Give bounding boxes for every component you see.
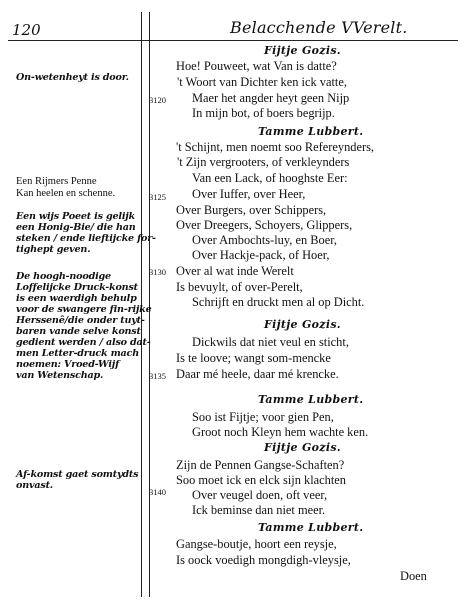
gloss-line: tighept geven. (16, 244, 91, 255)
running-title: Belacchende VVerelt. (230, 18, 408, 37)
gloss-line: De hoogh-noodige (16, 271, 111, 282)
verse-line: In mijn bot, of boers begrijp. (192, 106, 335, 120)
gloss-line: Een wijs Poeet is gelijk (16, 211, 135, 222)
gloss-line: Kan heelen en schenne. (16, 188, 116, 199)
verse-line: Over al wat inde Werelt (176, 264, 294, 278)
verse-line: Is bevuylt, of over-Perelt, (176, 280, 303, 294)
page-number: 120 (12, 21, 41, 39)
gloss-line: van Wetenschap. (16, 370, 104, 381)
gloss-line: voor de swangere fin-rijke (16, 304, 152, 315)
verse-line: 't Schijnt, men noemt soo Refereynders, (176, 140, 375, 154)
speaker-heading: Tamme Lubbert. (258, 521, 364, 534)
speaker-heading: Fijtje Gozis. (264, 441, 341, 454)
line-number: 3125 (149, 192, 166, 202)
gloss-line: steken / ende lieftijcke for- (16, 233, 156, 244)
line-number: 3130 (149, 267, 166, 277)
gloss-line: Herssenê/die onder tuyt- (16, 315, 145, 326)
speaker-heading: Fijtje Gozis. (264, 318, 341, 331)
verse-line: Over Iuffer, over Heer, (192, 187, 306, 201)
verse-line: Is oock voedigh mongdigh-vleysje, (176, 553, 351, 567)
speaker-heading: Fijtje Gozis. (264, 44, 341, 57)
gloss-line: baren vande selve konst (16, 326, 141, 337)
gloss-line: gedient werden / also dat- (16, 337, 151, 348)
verse-line: Over Ambochts-luy, en Boer, (192, 233, 337, 247)
margin-gloss (16, 176, 139, 200)
verse-line: Schrijft en druckt men al op Dicht. (192, 295, 365, 309)
catchword: Doen (400, 569, 427, 583)
verse-line: Over Hackje-pack, of Hoer, (192, 248, 330, 262)
gloss-line: On-wetenheyt is door. (16, 72, 129, 83)
gloss-line: noemen: Vroed-Wijf (16, 359, 120, 370)
margin-gloss (16, 469, 139, 491)
verse-line: Soo ist Fijtje; voor gien Pen, (192, 410, 334, 424)
verse-line: Over Burgers, over Schippers, (176, 203, 327, 217)
verse-line: Zijn de Pennen Gangse-Schaften? (176, 458, 345, 472)
verse-line: Over veugel doen, oft veer, (192, 488, 328, 502)
verse-line: Gangse-boutje, hoort een reysje, (176, 537, 337, 551)
verse-line: Soo moet ick en elck sijn klachten (176, 473, 346, 487)
verse-line: 't Woort van Dichter ken ick vatte, (177, 75, 347, 89)
gloss-line: men Letter-druck mach (16, 348, 139, 359)
verse-line: Is te loove; wangt som-mencke (176, 351, 331, 365)
speaker-heading: Tamme Lubbert. (258, 125, 364, 138)
line-number: 3135 (149, 371, 166, 381)
margin-gloss (16, 271, 152, 381)
header-rule (8, 40, 458, 41)
margin-gloss (16, 211, 156, 255)
gloss-line: Een Rijmers Penne (16, 176, 97, 187)
verse-line: Dickwils dat niet veul en sticht, (192, 335, 349, 349)
gloss-line: is een waerdigh behulp (16, 293, 137, 304)
gloss-line: onvast. (16, 480, 53, 491)
verse-line: Hoe! Pouweet, wat Van is datte? (176, 59, 337, 73)
gloss-line: Loffelijcke Druck-konst (16, 282, 138, 293)
gloss-line: een Honig-Bie/ die han (16, 222, 136, 233)
verse-line: Daar mé heele, daar mé krencke. (176, 367, 339, 381)
verse-line: Groot noch Kleyn hem wachte ken. (192, 425, 369, 439)
gloss-line: Af-komst gaet somtydts (16, 469, 139, 480)
margin-gloss (16, 72, 139, 83)
verse-line: Over Dreegers, Schoyers, Glippers, (176, 218, 353, 232)
line-number: 3140 (149, 487, 166, 497)
speaker-heading: Tamme Lubbert. (258, 393, 364, 406)
line-number: 3120 (149, 95, 166, 105)
verse-line: 't Zijn vergrooters, of verkleynders (177, 155, 350, 169)
verse-line: Maer het angder heyt geen Nijp (192, 91, 350, 105)
verse-line: Ick beminse dan niet meer. (192, 503, 326, 517)
verse-line: Van een Lack, of hooghste Eer: (192, 171, 348, 185)
